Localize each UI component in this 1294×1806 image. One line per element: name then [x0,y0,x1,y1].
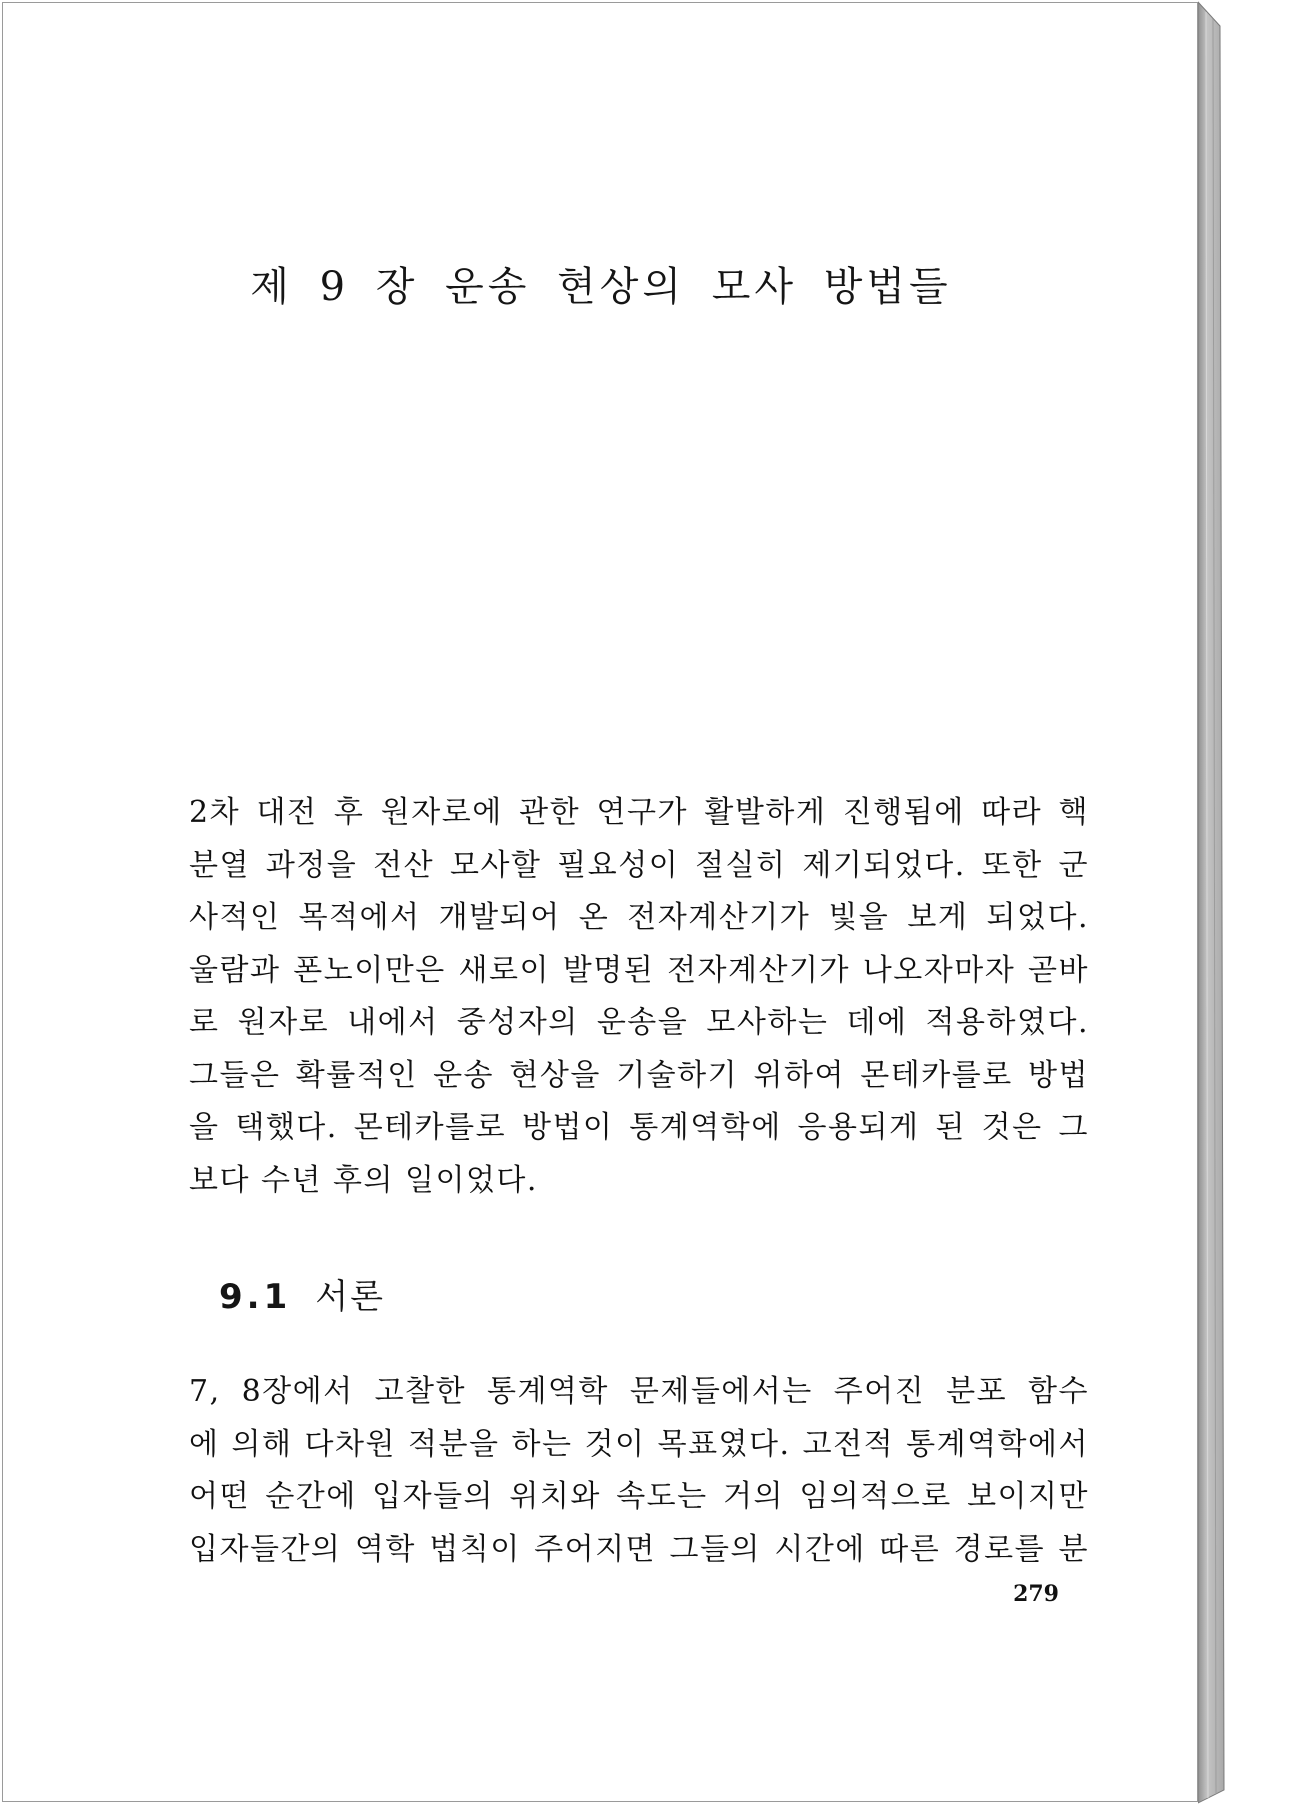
paragraph-line: 로 원자로 내에서 중성자의 운송을 모사하는 데에 적용하였다. [189,1005,1089,1040]
section-number: 9.1 [219,1277,292,1317]
page-number: 279 [1013,1581,1059,1607]
book-page [2,2,1198,1802]
intro-paragraph [189,787,1089,1207]
page-edge-stack [1198,0,1294,1806]
section-title: 서론 [315,1277,385,1317]
paragraph-line: 입자들간의 역학 법칙이 주어지면 그들의 시간에 따른 경로를 분 [189,1531,1089,1567]
paragraph-line: 7, 8장에서 고찰한 통계역학 문제들에서는 주어진 분포 함수 [189,1374,1089,1409]
paragraph-line: 그들은 확률적인 운송 현상을 기술하기 위하여 몬테카를로 방법 [189,1057,1089,1093]
paragraph-line: 어떤 순간에 입자들의 위치와 속도는 거의 임의적으로 보이지만 [189,1479,1089,1514]
chapter-title: 제 9 장 운송 현상의 모사 방법들 [250,264,952,310]
section-heading [219,1269,385,1318]
paragraph-line: 2차 대전 후 원자로에 관한 연구가 활발하게 진행됨에 따라 핵 [189,795,1089,830]
paragraph-line: 보다 수년 후의 일이었다. [189,1162,538,1198]
paragraph-line: 을 택했다. 몬테카를로 방법이 통계역학에 응용되게 된 것은 그 [189,1110,1089,1145]
paragraph-line: 울람과 폰노이만은 새로이 발명된 전자계산기가 나오자마자 곧바 [189,952,1089,988]
paragraph-line: 에 의해 다차원 적분을 하는 것이 목표였다. 고전적 통계역학에서 [189,1426,1089,1462]
paragraph-line: 사적인 목적에서 개발되어 온 전자계산기가 빛을 보게 되었다. [189,900,1089,935]
section-paragraph [189,1366,1089,1576]
paragraph-line: 분열 과정을 전산 모사할 필요성이 절실히 제기되었다. 또한 군 [189,847,1089,883]
